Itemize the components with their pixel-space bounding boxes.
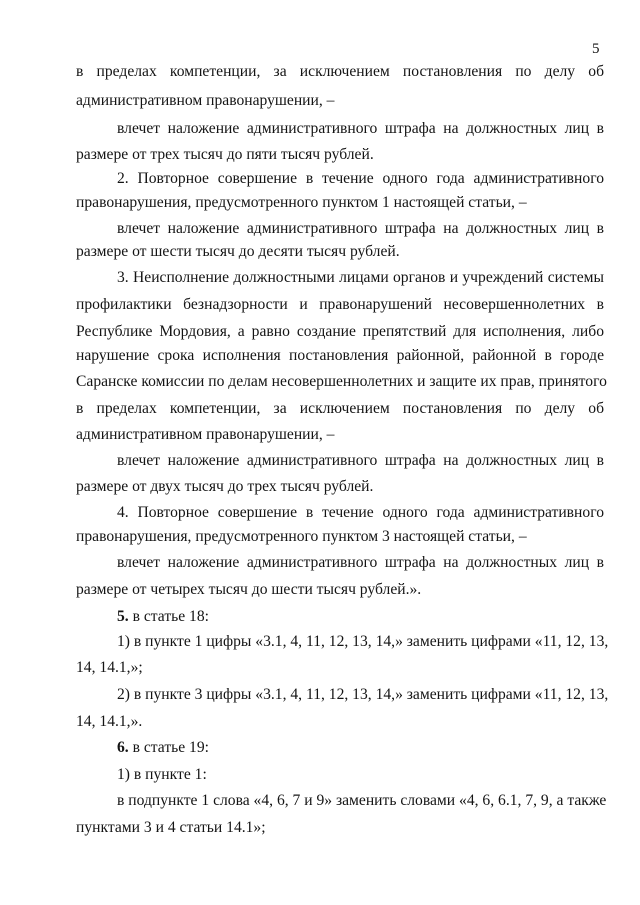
text-line: влечет наложение административного штрафа на должностных лиц в [117, 120, 604, 137]
text-line: влечет наложение административного штрафа на должностных лиц в [117, 452, 604, 469]
text-line: размере от трех тысяч до пяти тысяч рублей. [76, 146, 374, 163]
text-line: профилактики безнадзорности и правонарушений несовершеннолетних в [76, 296, 604, 313]
text-line: нарушение срока исполнения постановления районной, районной в городе [76, 347, 604, 364]
text-line: в пределах компетенции, за исключением постановления по делу об [76, 63, 604, 80]
text-line: 4. Повторное совершение в течение одного года административного [117, 504, 604, 521]
text-line: 3. Неисполнение должностными лицами органов и учреждений системы [117, 269, 604, 286]
text-line: Саранске комиссии по делам несовершеннолетних и защите их прав, принятого [76, 373, 607, 390]
text-line: 1) в пункте 1: [117, 766, 207, 783]
item-number: 6. [117, 739, 129, 756]
text-line: 2. Повторное совершение в течение одного года административного [117, 170, 604, 187]
text-line: размере от двух тысяч до трех тысяч рублей. [76, 478, 374, 495]
text-line: размере от четырех тысяч до шести тысяч рублей.». [76, 581, 422, 598]
text-line: 14, 14.1,». [76, 713, 143, 730]
item-five-heading [117, 607, 209, 627]
text-line: влечет наложение административного штрафа на должностных лиц в [117, 554, 604, 571]
text-line: влечет наложение административного штрафа на должностных лиц в [117, 220, 604, 237]
text-line: правонарушения, предусмотренного пунктом 1 настоящей статьи, – [76, 194, 527, 211]
item-six-heading [117, 738, 209, 758]
item-number: 5. [117, 608, 129, 625]
text-line: в пределах компетенции, за исключением постановления по делу об [76, 400, 604, 417]
text-line: правонарушения, предусмотренного пунктом 3 настоящей статьи, – [76, 528, 527, 545]
text-line: пунктами 3 и 4 статьи 14.1»; [76, 819, 266, 836]
text-line: Республике Мордовия, а равно создание препятствий для исполнения, либо [76, 323, 604, 340]
text-line: административном правонарушении, – [76, 426, 335, 443]
text-line: 1) в пункте 1 цифры «3.1, 4, 11, 12, 13, 14,» заменить цифрами «11, 12, 13, [117, 633, 609, 650]
text-line: 14, 14.1,»; [76, 659, 143, 676]
text-line: в статье 18: [132, 608, 209, 625]
text-line: в подпункте 1 слова «4, 6, 7 и 9» заменить словами «4, 6, 6.1, 7, 9, а также [117, 792, 607, 809]
text-line: размере от шести тысяч до десяти тысяч рублей. [76, 243, 400, 260]
text-line: административном правонарушении, – [76, 92, 335, 109]
text-line: в статье 19: [132, 739, 209, 756]
text-line: 2) в пункте 3 цифры «3.1, 4, 11, 12, 13, 14,» заменить цифрами «11, 12, 13, [117, 686, 609, 703]
page-number: 5 [592, 41, 600, 57]
